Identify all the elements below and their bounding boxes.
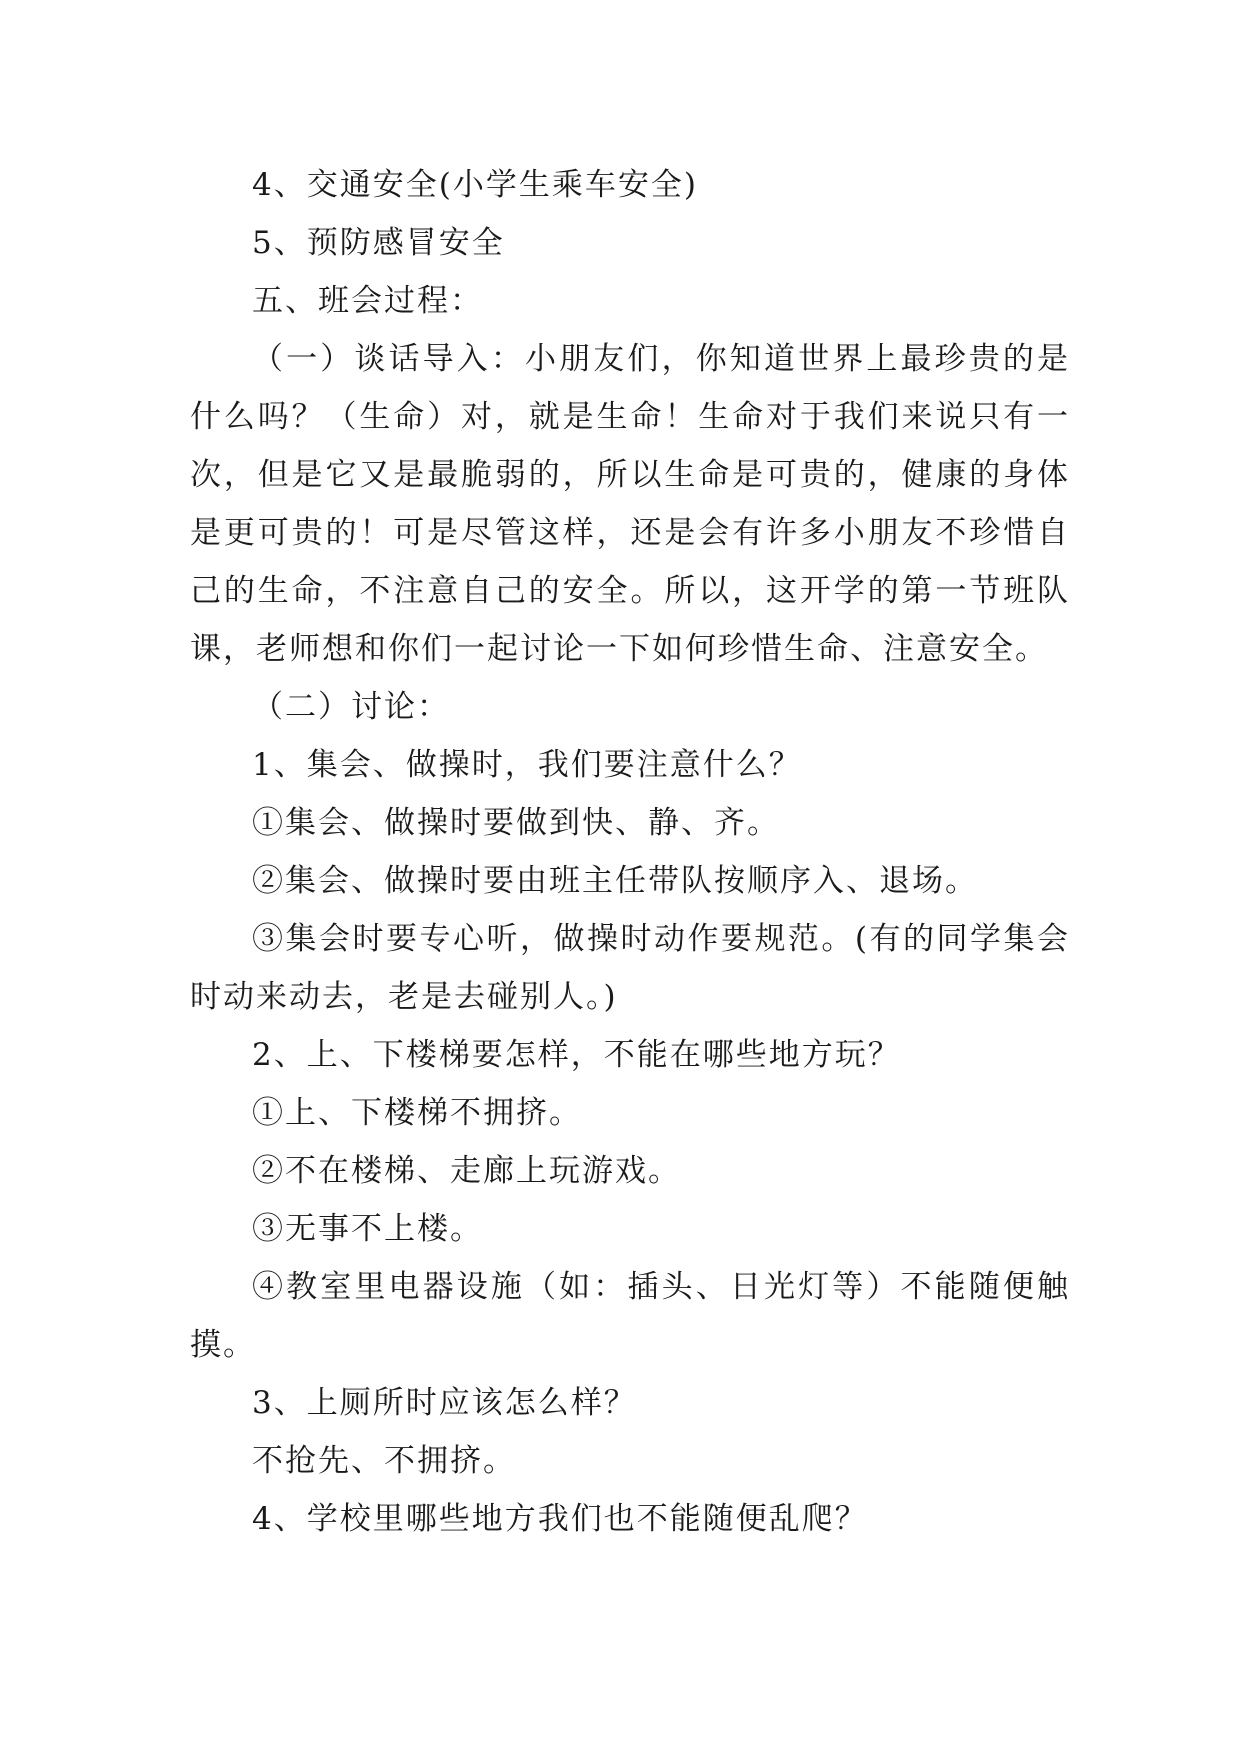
document-body xyxy=(190,156,1070,1548)
section-heading-class-meeting-process: 五、班会过程： xyxy=(252,283,483,319)
list-item-assembly-1: ①集会、做操时要做到快、静、齐。 xyxy=(252,805,780,841)
question-climbing: 4、学校里哪些地方我们也不能随便乱爬？ xyxy=(252,1501,868,1537)
question-stairs: 2、上、下楼梯要怎样，不能在哪些地方玩？ xyxy=(252,1037,901,1073)
paragraph-cold-prevention: 5、预防感冒安全 xyxy=(252,225,505,261)
list-item-assembly-3: ③集会时要专心听，做操时动作要规范。(有的同学集会时动来动去，老是去碰别人。) xyxy=(190,921,1070,1015)
question-restroom: 3、上厕所时应该怎么样？ xyxy=(252,1385,637,1421)
paragraph-traffic-safety: 4、交通安全(小学生乘车安全) xyxy=(252,167,698,203)
list-item-stairs-2: ②不在楼梯、走廊上玩游戏。 xyxy=(252,1153,681,1189)
list-item-assembly-2: ②集会、做操时要由班主任带队按顺序入、退场。 xyxy=(252,863,978,899)
subheading-discussion: （二）讨论： xyxy=(252,689,450,725)
list-item-stairs-3: ③无事不上楼。 xyxy=(252,1211,483,1247)
question-assembly-exercise: 1、集会、做操时，我们要注意什么？ xyxy=(252,747,802,783)
answer-restroom: 不抢先、不拥挤。 xyxy=(252,1443,516,1479)
list-item-stairs-4: ④教室里电器设施（如：插头、日光灯等）不能随便触摸。 xyxy=(190,1269,1070,1363)
paragraph-talk-introduction: （一）谈话导入：小朋友们，你知道世界上最珍贵的是什么吗？（生命）对，就是生命！生命对于我们来说只有一次，但是它又是最脆弱的，所以生命是可贵的，健康的身体是更可贵的！可是尽管这样，还是会有许多小朋友不珍惜自己的生命，不注意自己的安全。所以，这开学的第一节班队课，老师想和你们一起讨论一下如何珍惜生命、注意安全。 xyxy=(190,341,1070,667)
list-item-stairs-1: ①上、下楼梯不拥挤。 xyxy=(252,1095,582,1131)
